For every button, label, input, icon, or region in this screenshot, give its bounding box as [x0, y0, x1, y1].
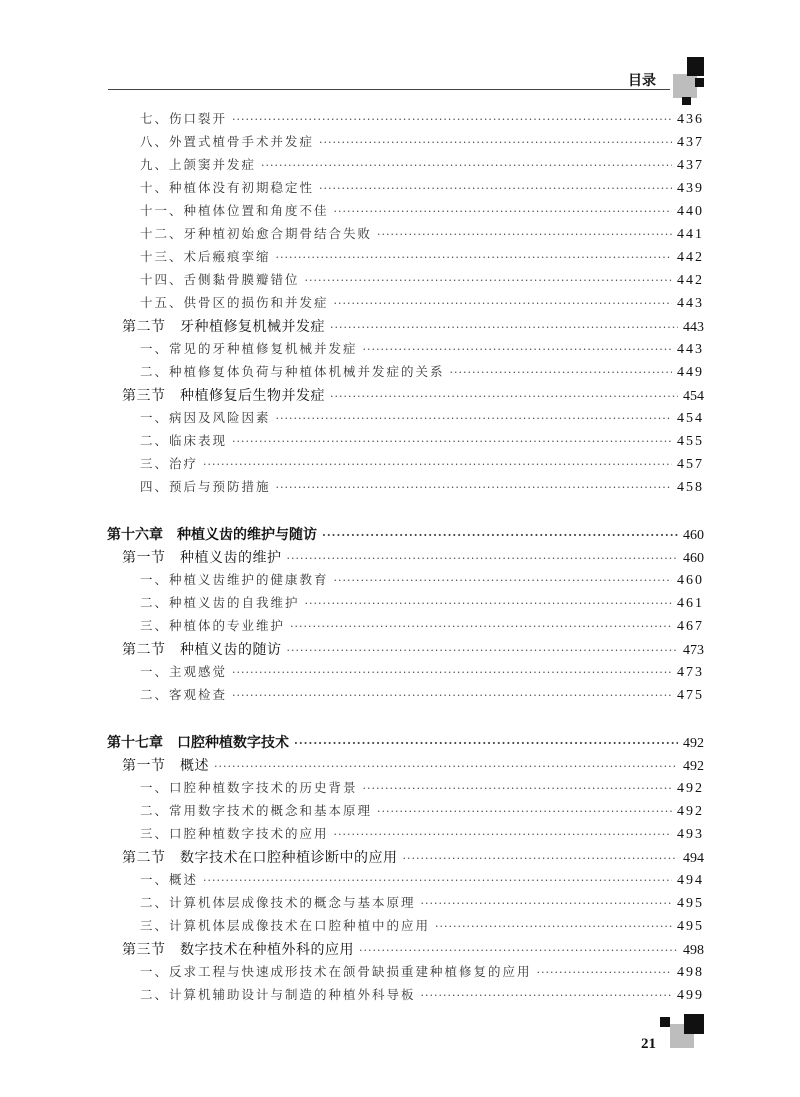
- toc-entry-page: 457: [677, 457, 704, 472]
- toc-entry-page: 440: [677, 204, 704, 219]
- toc-entry[interactable]: [122, 385, 704, 405]
- toc-entry-title: 二、计算机辅助设计与制造的种植外科导板: [140, 987, 416, 1002]
- toc-entry[interactable]: [140, 870, 704, 889]
- toc-entry-page: 443: [683, 320, 704, 335]
- toc-entry-title: 第二节 数字技术在口腔种植诊断中的应用: [122, 850, 398, 866]
- toc-entry[interactable]: [140, 593, 704, 612]
- toc-entry-title: 三、种植体的专业维护: [140, 618, 286, 633]
- toc-entry-page: 473: [677, 665, 704, 680]
- toc-entry[interactable]: [140, 454, 704, 473]
- toc-entry-title: 三、计算机体层成像技术在口腔种植中的应用: [140, 918, 431, 933]
- toc-entry-page: 498: [683, 943, 704, 958]
- toc-entry[interactable]: [140, 916, 704, 935]
- dot-leader: [363, 343, 672, 356]
- toc-entry[interactable]: [140, 293, 704, 312]
- toc-entry[interactable]: [122, 547, 704, 567]
- toc-entry-page: 492: [677, 781, 704, 796]
- toc-entry-page: 458: [677, 480, 704, 495]
- page-number: 21: [641, 1036, 656, 1052]
- dot-leader: [261, 159, 672, 172]
- dot-leader: [377, 805, 672, 818]
- toc-entry-title: 第一节 概述: [122, 758, 209, 774]
- dot-leader: [305, 597, 672, 610]
- toc-entry-title: 一、主观感觉: [140, 664, 228, 679]
- toc-entry-page: 442: [677, 250, 704, 265]
- toc-entry-page: 455: [677, 434, 704, 449]
- toc-entry[interactable]: [140, 616, 704, 635]
- dot-leader: [305, 274, 672, 287]
- toc-entry-title: 第二节 种植义齿的随访: [122, 642, 282, 658]
- dot-leader: [287, 644, 679, 657]
- toc-entry-title: 第三节 数字技术在种植外科的应用: [122, 942, 354, 958]
- deco-square: [682, 97, 691, 105]
- toc-entry[interactable]: [140, 270, 704, 289]
- toc-entry[interactable]: [140, 408, 704, 427]
- toc-entry-title: 三、治疗: [140, 456, 199, 471]
- dot-leader: [232, 113, 672, 126]
- dot-leader: [537, 966, 672, 979]
- dot-leader: [294, 737, 678, 750]
- dot-leader: [377, 228, 672, 241]
- toc-entry[interactable]: [140, 339, 704, 358]
- toc-entry[interactable]: [140, 477, 704, 496]
- toc-entry[interactable]: [140, 155, 704, 174]
- toc-entry-page: 475: [677, 688, 704, 703]
- toc-entry-title: 八、外置式植骨手术并发症: [140, 134, 315, 149]
- toc-entry[interactable]: [140, 132, 704, 151]
- dot-leader: [290, 620, 672, 633]
- toc-entry[interactable]: [140, 778, 704, 797]
- toc-entry[interactable]: [140, 109, 704, 128]
- toc-entry-page: 439: [677, 181, 704, 196]
- dot-leader: [334, 828, 672, 841]
- toc-entry-page: 498: [677, 965, 704, 980]
- toc-entry-page: 437: [677, 135, 704, 150]
- toc-entry-page: 492: [683, 736, 704, 751]
- toc-entry-title: 二、客观检查: [140, 687, 228, 702]
- toc-entry-page: 492: [677, 804, 704, 819]
- toc-entry[interactable]: [140, 362, 704, 381]
- dot-leader: [214, 760, 678, 773]
- toc-entry-page: 442: [677, 273, 704, 288]
- dot-leader: [450, 366, 672, 379]
- toc-entry-title: 十一、种植体位置和角度不佳: [140, 203, 329, 218]
- dot-leader: [232, 689, 672, 702]
- toc-entry-page: 493: [677, 827, 704, 842]
- toc-entry-page: 495: [677, 896, 704, 911]
- toc-entry-title: 三、口腔种植数字技术的应用: [140, 826, 329, 841]
- toc-entry-page: 461: [677, 596, 704, 611]
- toc-entry-page: 443: [677, 296, 704, 311]
- toc-entry-title: 第二节 牙种植修复机械并发症: [122, 319, 325, 335]
- toc-entry-title: 一、口腔种植数字技术的历史背景: [140, 780, 358, 795]
- toc-entry-page: 437: [677, 158, 704, 173]
- dot-leader: [232, 666, 672, 679]
- dot-leader: [276, 251, 672, 264]
- dot-leader: [359, 944, 678, 957]
- header-title: 目录: [628, 73, 656, 89]
- header-rule: [108, 89, 670, 90]
- dot-leader: [334, 574, 672, 587]
- toc-entry-title: 一、病因及风险因素: [140, 410, 271, 425]
- toc-entry[interactable]: [122, 755, 704, 775]
- deco-square: [684, 1014, 704, 1034]
- toc-entry-title: 第十七章 口腔种植数字技术: [107, 735, 289, 751]
- dot-leader: [276, 412, 672, 425]
- toc-entry-title: 二、种植修复体负荷与种植体机械并发症的关系: [140, 364, 445, 379]
- toc-entry[interactable]: [122, 847, 704, 867]
- toc-entry[interactable]: [140, 662, 704, 681]
- toc-entry[interactable]: [140, 893, 704, 912]
- toc-entry-title: 第三节 种植修复后生物并发症: [122, 388, 325, 404]
- toc-entry-title: 一、反求工程与快速成形技术在颌骨缺损重建种植修复的应用: [140, 964, 532, 979]
- deco-square: [660, 1017, 670, 1027]
- toc-entry[interactable]: [140, 224, 704, 243]
- dot-leader: [203, 458, 672, 471]
- toc-entry-page: 460: [683, 528, 704, 543]
- dot-leader: [403, 852, 679, 865]
- toc-entry[interactable]: [140, 685, 704, 704]
- toc-entry[interactable]: [140, 985, 704, 1004]
- toc-entry-title: 一、常见的牙种植修复机械并发症: [140, 341, 358, 356]
- dot-leader: [334, 297, 672, 310]
- dot-leader: [232, 435, 672, 448]
- toc-entry-title: 一、种植义齿维护的健康教育: [140, 572, 329, 587]
- dot-leader: [435, 920, 672, 933]
- toc-entry-page: 454: [677, 411, 704, 426]
- toc-entry-page: 492: [683, 759, 704, 774]
- toc-entry-page: 460: [683, 551, 704, 566]
- toc-entry-page: 495: [677, 919, 704, 934]
- toc-entry-page: 454: [683, 389, 704, 404]
- dot-leader: [330, 390, 678, 403]
- toc-entry-title: 十、种植体没有初期稳定性: [140, 180, 315, 195]
- toc-entry-page: 467: [677, 619, 704, 634]
- toc-entry-title: 二、临床表现: [140, 433, 228, 448]
- toc-entry-page: 473: [683, 643, 704, 658]
- toc-entry-page: 499: [677, 988, 704, 1003]
- toc-entry[interactable]: [107, 732, 704, 752]
- toc-entry-page: 460: [677, 573, 704, 588]
- toc-entry-page: 436: [677, 112, 704, 127]
- deco-square: [687, 57, 704, 76]
- toc-entry-title: 二、计算机体层成像技术的概念与基本原理: [140, 895, 416, 910]
- dot-leader: [322, 529, 678, 542]
- toc-entry-title: 十五、供骨区的损伤和并发症: [140, 295, 329, 310]
- toc-entry-title: 七、伤口裂开: [140, 111, 228, 126]
- deco-square: [695, 78, 704, 87]
- toc-entry[interactable]: [140, 201, 704, 220]
- toc-entry-title: 四、预后与预防措施: [140, 479, 271, 494]
- toc-entry[interactable]: [122, 316, 704, 336]
- toc-entry-page: 494: [683, 851, 704, 866]
- toc-entry[interactable]: [122, 939, 704, 959]
- toc-entry-title: 十三、术后瘢痕挛缩: [140, 249, 271, 264]
- dot-leader: [276, 481, 672, 494]
- toc-entry[interactable]: [107, 524, 704, 544]
- toc-entry-page: 494: [677, 873, 704, 888]
- toc-entry-title: 二、种植义齿的自我维护: [140, 595, 300, 610]
- toc-entry[interactable]: [140, 178, 704, 197]
- toc-entry-page: 443: [677, 342, 704, 357]
- toc-entry-page: 449: [677, 365, 704, 380]
- toc-entry[interactable]: [140, 801, 704, 820]
- dot-leader: [330, 321, 678, 334]
- toc-entry[interactable]: [140, 824, 704, 843]
- toc-entry-title: 十二、牙种植初始愈合期骨结合失败: [140, 226, 373, 241]
- dot-leader: [421, 897, 672, 910]
- toc-entry-title: 二、常用数字技术的概念和基本原理: [140, 803, 373, 818]
- dot-leader: [287, 552, 679, 565]
- dot-leader: [319, 136, 672, 149]
- toc-entry[interactable]: [140, 570, 704, 589]
- toc-entry[interactable]: [122, 639, 704, 659]
- toc-entry-title: 一、概述: [140, 872, 199, 887]
- deco-square: [673, 74, 697, 98]
- toc-entry-title: 十四、舌侧黏骨膜瓣错位: [140, 272, 300, 287]
- toc-entry[interactable]: [140, 247, 704, 266]
- dot-leader: [203, 874, 672, 887]
- toc-entry-title: 第一节 种植义齿的维护: [122, 550, 282, 566]
- toc-entry-title: 第十六章 种植义齿的维护与随访: [107, 527, 317, 543]
- dot-leader: [319, 182, 672, 195]
- dot-leader: [421, 989, 672, 1002]
- toc-entry[interactable]: [140, 962, 704, 981]
- dot-leader: [334, 205, 672, 218]
- dot-leader: [363, 782, 672, 795]
- toc-entry-title: 九、上颌窦并发症: [140, 157, 257, 172]
- toc-entry[interactable]: [140, 431, 704, 450]
- toc-entry-page: 441: [677, 227, 704, 242]
